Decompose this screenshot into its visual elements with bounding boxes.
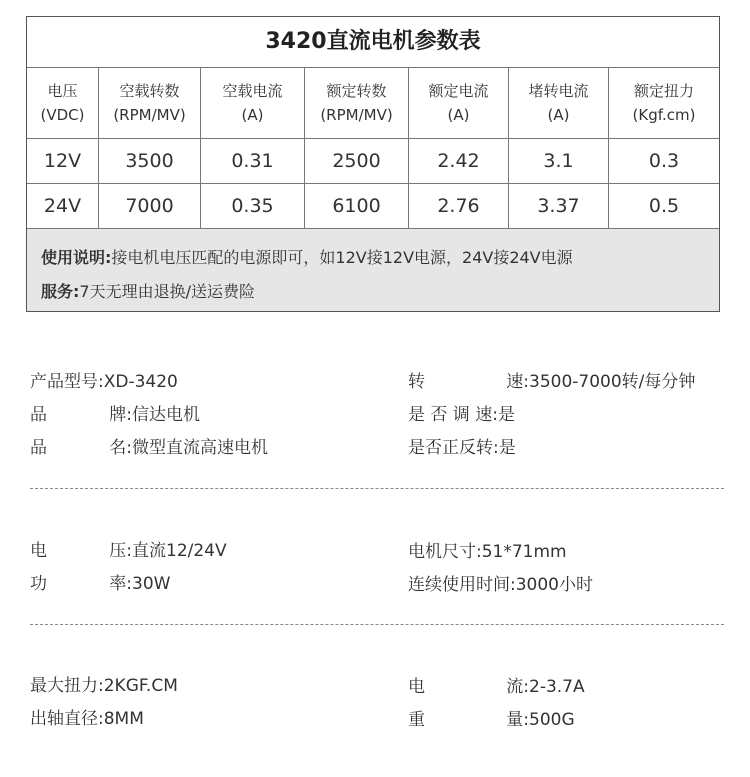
- table-cell: 3.1: [509, 139, 609, 183]
- detail-key: 产品型号:: [30, 372, 104, 392]
- detail-model: [30, 371, 178, 393]
- header-cell: [509, 68, 609, 138]
- header-unit: (VDC): [40, 106, 85, 124]
- detail-key-part: 品: [30, 405, 47, 425]
- table-row: [27, 139, 719, 184]
- detail-key-part: 压:: [109, 541, 132, 561]
- detail-value: 是: [497, 405, 515, 425]
- header-cell: [27, 68, 99, 138]
- detail-key: [408, 371, 529, 393]
- detail-adjustable: [408, 404, 515, 426]
- detail-shaft: [30, 708, 144, 730]
- detail-key-part: 重: [408, 710, 425, 730]
- service-text: 7天无理由退换/送运费险: [79, 282, 255, 301]
- detail-key-part: 电: [30, 541, 47, 561]
- header-cell: [201, 68, 305, 138]
- header-cell: [99, 68, 201, 138]
- table-cell: 6100: [305, 184, 409, 228]
- detail-key-part: 品: [30, 438, 47, 458]
- usage-note: [41, 241, 719, 275]
- detail-reversible: [408, 437, 516, 459]
- header-cell: [409, 68, 509, 138]
- header-unit: (A): [547, 106, 570, 124]
- detail-voltage: [30, 540, 227, 562]
- table-cell: 2500: [305, 139, 409, 183]
- detail-life: [408, 574, 593, 596]
- table-cell: 7000: [99, 184, 201, 228]
- dashed-divider: [30, 488, 724, 489]
- table-cell: 2.76: [409, 184, 509, 228]
- notes-box: [27, 229, 719, 311]
- header-label: 额定电流: [428, 82, 489, 100]
- usage-label: 使用说明:: [41, 248, 112, 267]
- table-cell: 0.31: [201, 139, 305, 183]
- dashed-divider: [30, 624, 724, 625]
- detail-key-part: 流:: [506, 677, 529, 697]
- detail-key: [408, 709, 529, 731]
- detail-key-part: 率:: [109, 574, 132, 594]
- service-label: 服务:: [41, 282, 80, 301]
- table-cell: 2.42: [409, 139, 509, 183]
- header-unit: (RPM/MV): [320, 106, 393, 124]
- header-cell: [609, 68, 719, 138]
- detail-value: 3500-7000转/每分钟: [529, 372, 696, 392]
- detail-key: 出轴直径:: [30, 709, 104, 729]
- header-label: 电压: [47, 82, 78, 100]
- detail-key: [30, 437, 132, 459]
- detail-max-torque: [30, 675, 178, 697]
- detail-key: [408, 676, 529, 698]
- detail-weight: [408, 709, 575, 731]
- detail-key: 电机尺寸:: [408, 542, 482, 562]
- detail-value: 30W: [132, 574, 171, 594]
- detail-value: 2KGF.CM: [103, 676, 178, 696]
- detail-key: 最大扭力:: [30, 676, 104, 696]
- detail-value: 2-3.7A: [529, 677, 585, 697]
- header-unit: (A): [447, 106, 470, 124]
- table-cell: 3500: [99, 139, 201, 183]
- detail-key-part: 转: [408, 372, 425, 392]
- header-unit: (Kgf.cm): [632, 106, 696, 124]
- table-header-row: [27, 68, 719, 139]
- usage-text: 接电机电压匹配的电源即可，如12V接12V电源，24V接24V电源: [111, 248, 573, 267]
- detail-key-part: 量:: [506, 710, 529, 730]
- detail-current: [408, 676, 585, 698]
- table-cell: 3.37: [509, 184, 609, 228]
- service-note: [41, 275, 719, 309]
- detail-speed: [408, 371, 695, 393]
- detail-value: 3000小时: [515, 575, 593, 595]
- header-unit: (A): [241, 106, 264, 124]
- detail-value: 是: [498, 438, 516, 458]
- detail-key: 是 否 调 速:: [408, 405, 498, 425]
- detail-value: 500G: [529, 710, 575, 730]
- header-unit: (RPM/MV): [113, 106, 186, 124]
- detail-key: [30, 540, 132, 562]
- header-label: 空载电流: [222, 82, 283, 100]
- detail-value: 8MM: [103, 709, 144, 729]
- detail-name: [30, 437, 268, 459]
- table-cell: 24V: [27, 184, 99, 228]
- header-label: 空载转数: [119, 82, 180, 100]
- detail-power: [30, 573, 170, 595]
- table-cell: 12V: [27, 139, 99, 183]
- detail-key-part: 名:: [109, 438, 132, 458]
- detail-key: 连续使用时间:: [408, 575, 516, 595]
- detail-key-part: 牌:: [109, 405, 132, 425]
- detail-value: 直流12/24V: [132, 541, 227, 561]
- detail-key-part: 速:: [506, 372, 529, 392]
- detail-value: 微型直流高速电机: [132, 438, 268, 458]
- table-row: [27, 184, 719, 229]
- detail-value: 信达电机: [132, 405, 200, 425]
- detail-key-part: 功: [30, 574, 47, 594]
- header-cell: [305, 68, 409, 138]
- detail-value: 51*71mm: [481, 542, 567, 562]
- detail-key: 是否正反转:: [408, 438, 499, 458]
- detail-size: [408, 541, 567, 563]
- header-label: 堵转电流: [528, 82, 589, 100]
- spec-table: [26, 16, 720, 312]
- detail-key: [30, 573, 132, 595]
- table-cell: 0.35: [201, 184, 305, 228]
- header-label: 额定转数: [326, 82, 387, 100]
- detail-key-part: 电: [408, 677, 425, 697]
- header-label: 额定扭力: [633, 82, 694, 100]
- table-title: 3420直流电机参数表: [27, 17, 719, 68]
- detail-brand: [30, 404, 200, 426]
- table-cell: 0.5: [648, 195, 680, 217]
- table-cell: 0.3: [648, 150, 680, 172]
- detail-value: XD-3420: [103, 372, 178, 392]
- detail-key: [30, 404, 132, 426]
